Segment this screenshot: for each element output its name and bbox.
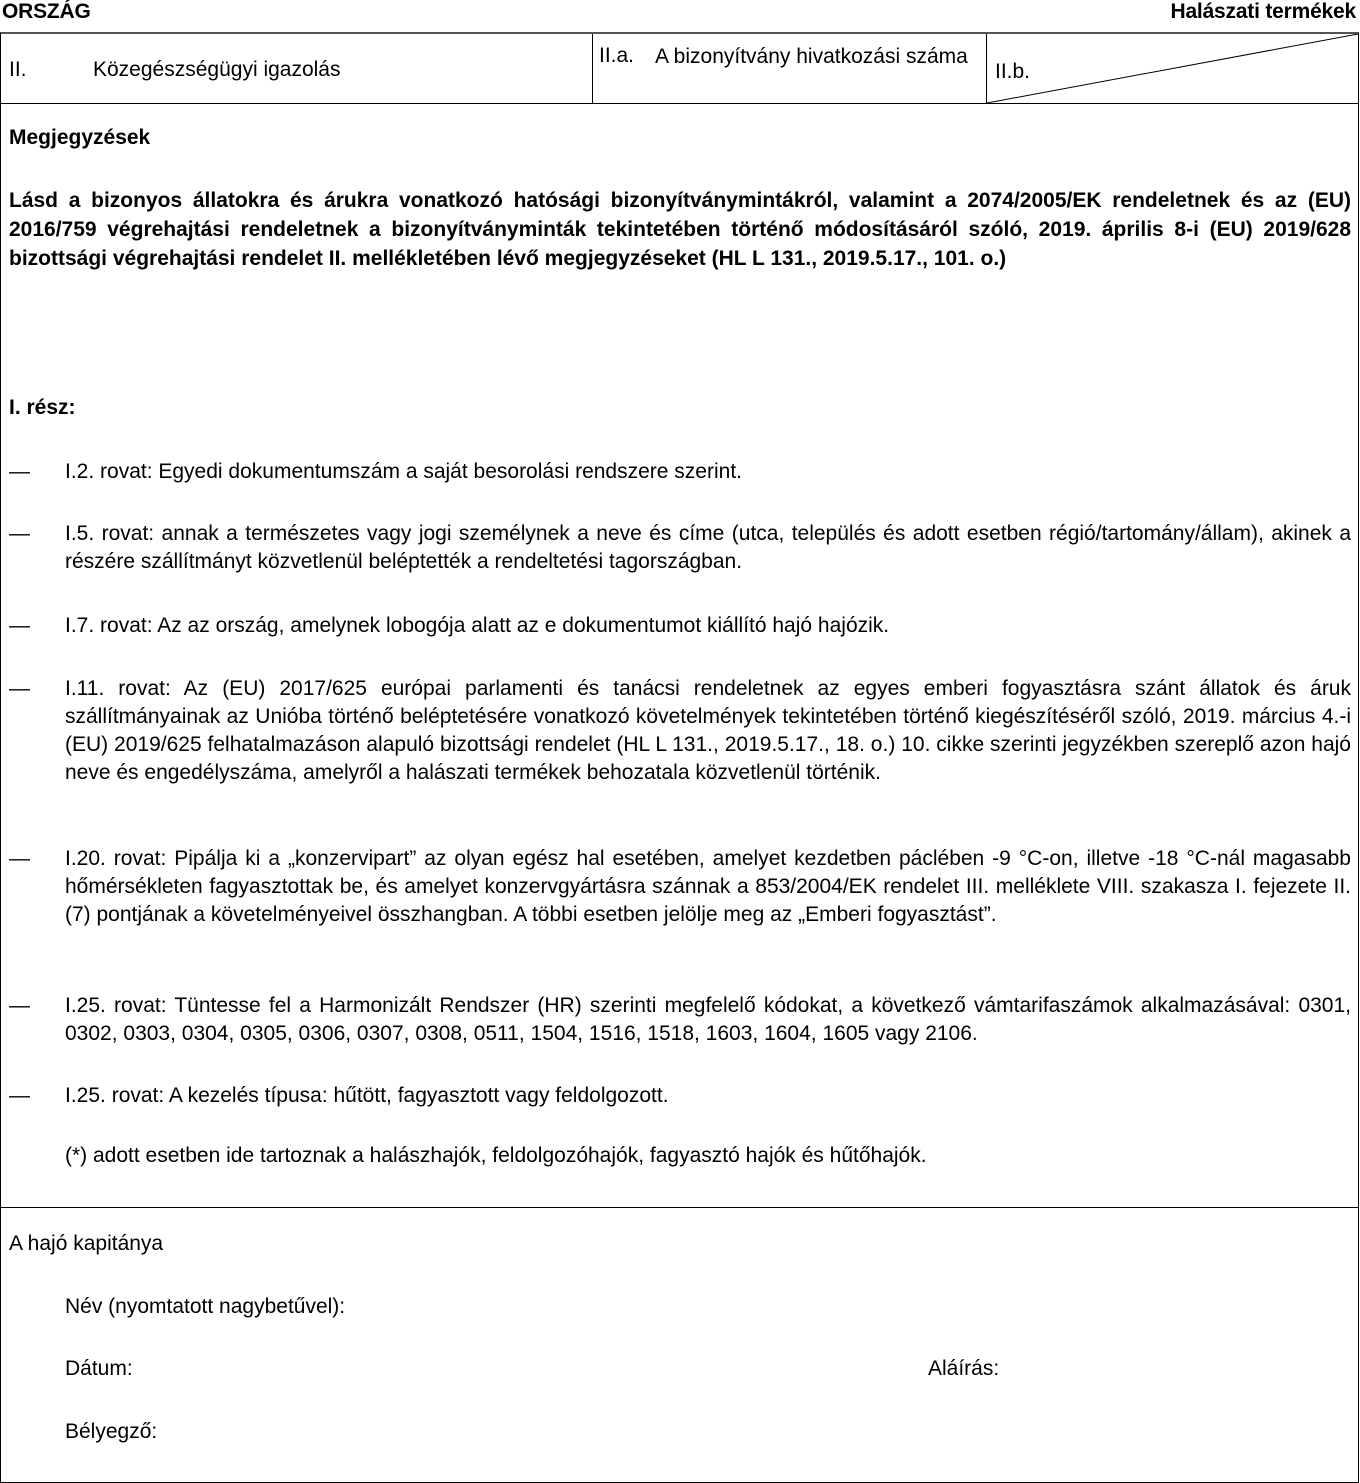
list-item-text: I.25. rovat: Tüntesse fel a Harmonizált Rendszer (HR) szerinti megfelelő kódokat, a következő vámtarifaszámok alkalmazásával: 0301, 0302, 0303, 0304, 0305, 0306, 0307, 0308, 0511, 1504, 1516, 1518, 1603, 1604, 1605 vagy 2106. <box>65 994 1351 1045</box>
section-cell <box>1 34 593 103</box>
dash-bullet: — <box>9 460 30 483</box>
list-item <box>9 1082 1351 1110</box>
list-item-text: I.7. rovat: Az az ország, amelynek lobogója alatt az e dokumentumot kiállító hajó hajózik. <box>65 614 890 637</box>
list-item-text: I.5. rovat: annak a természetes vagy jogi személynek a neve és címe (utca, település és adott esetben régió/tartomány/állam), akinek a részére szállítmányt közvetlenül beléptették a rendeltetési tagországban. <box>65 522 1351 573</box>
notes-paragraph: Lásd a bizonyos állatokra és árukra vonatkozó hatósági bizonyítványmintákról, valamint a 2074/2005/EK rendeletnek és az (EU) 2016/759 végrehajtási rendeletnek a bizonyítványminták tekintetében történő módosításáról szóló, 2019. április 8-i (EU) 2019/628 bizottsági végrehajtási rendelet II. mellékletében lévő megjegyzéseket (HL L 131., 2019.5.17., 101. o.) <box>9 189 1351 270</box>
list-item <box>9 520 1351 576</box>
reference-number-label: II.a. <box>599 44 635 67</box>
date-field-label[interactable]: Dátum: <box>65 1357 133 1380</box>
list-item <box>9 458 1351 486</box>
iib-label: II.b. <box>995 60 1031 83</box>
dash-bullet: — <box>9 847 30 870</box>
list-item-text: I.11. rovat: Az (EU) 2017/625 európai parlamenti és tanácsi rendeletnek az egyes emberi fogyasztásra szánt állatok és áruk szállítmányainak az Unióba történő beléptetésére vonatkozó követelmények tekintetében történő kiegészítéséről szóló, 2019. március 4.-i (EU) 2019/625 felhatalmazáson alapuló bizottsági rendelet (HL L 131., 2019.5.17., 18. o.) 10. cikke szerinti jegyzékben szereplő azon hajó neve és engedélyszáma, amelyről a halászati termékek behozatala közvetlenül történik. <box>65 677 1351 784</box>
country-label: ORSZÁG <box>2 0 91 23</box>
signature-section <box>0 1208 1359 1483</box>
dash-bullet: — <box>9 614 30 637</box>
list-item <box>9 675 1351 787</box>
product-label: Halászati termékek <box>1170 0 1356 23</box>
notes-title: Megjegyzések <box>9 126 151 149</box>
dash-bullet: — <box>9 1084 30 1107</box>
part-title: I. rész: <box>9 396 76 419</box>
name-field-label[interactable]: Név (nyomtatott nagybetűvel): <box>65 1295 346 1318</box>
footnote: (*) adott esetben ide tartoznak a halászhajók, feldolgozóhajók, fagyasztó hajók és hűtőhajók. <box>65 1144 927 1167</box>
list-item-text: I.2. rovat: Egyedi dokumentumszám a saját besorolási rendszere szerint. <box>65 460 742 483</box>
signature-field-label[interactable]: Aláírás: <box>928 1357 1000 1380</box>
section-title: Közegészségügyi igazolás <box>93 58 341 81</box>
captain-label: A hajó kapitánya <box>9 1232 164 1255</box>
list-item-text: I.20. rovat: Pipálja ki a „konzervipart” az olyan egész hal esetében, amelyet kezdetben páclében -9 °C-on, illetve -18 °C-nál magasabb hőmérsékleten fagyasztottak be, és amelyet konzervgyártásra szánnak a 853/2004/EK rendelet III. melléklete VIII. szakasza I. fejezete II.(7) pontjának a követelményeivel összhangban. A többi esetben jelölje meg az „Emberi fogyasztást”. <box>65 847 1351 926</box>
dash-bullet: — <box>9 994 30 1017</box>
reference-number-title: A bizonyítvány hivatkozási száma <box>655 45 968 68</box>
reference-number-cell[interactable] <box>593 34 987 103</box>
diagonal-strike-line <box>987 34 1358 103</box>
stamp-field-label[interactable]: Bélyegző: <box>65 1420 158 1443</box>
dash-bullet: — <box>9 677 30 700</box>
list-item-text: I.25. rovat: A kezelés típusa: hűtött, fagyasztott vagy feldolgozott. <box>65 1084 669 1107</box>
section-number: II. <box>9 58 27 81</box>
list-item <box>9 992 1351 1048</box>
list-item <box>9 845 1351 929</box>
notes-section <box>0 104 1359 1208</box>
iib-cell <box>987 34 1358 103</box>
dash-bullet: — <box>9 522 30 545</box>
certificate-header-row <box>0 32 1359 104</box>
list-item <box>9 612 1351 640</box>
